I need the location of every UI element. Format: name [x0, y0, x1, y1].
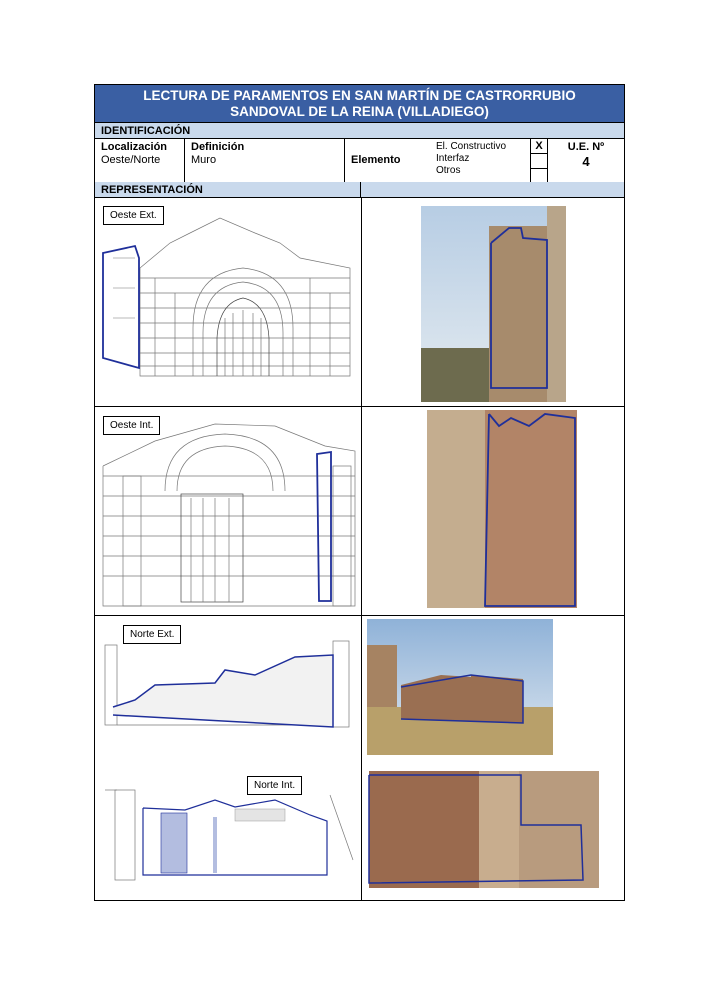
- checkbox-el-constructivo[interactable]: [531, 139, 547, 154]
- norte-photos: [361, 615, 624, 901]
- definicion-cell: [185, 139, 345, 182]
- checkbox-interfaz[interactable]: [531, 154, 547, 169]
- norte-elevations: [95, 615, 361, 901]
- elemento-options: [430, 139, 530, 182]
- ue4-outline-oeste-int: [317, 452, 331, 601]
- photo-oeste-ext: [361, 198, 624, 406]
- title-line-1: LECTURA DE PARAMENTOS EN SAN MARTÍN DE CASTRORRUBIO: [143, 88, 576, 103]
- localizacion-cell: [95, 139, 185, 182]
- ue4-outline-norte-ext: [113, 655, 333, 727]
- checkbox-otros[interactable]: [531, 169, 547, 182]
- label-oeste-ext: Oeste Ext.: [103, 206, 164, 225]
- oeste-ext-photo: [361, 198, 624, 406]
- ue-cell: [548, 139, 624, 182]
- label-oeste-int: Oeste Int.: [103, 416, 160, 435]
- definicion-value: Muro: [191, 154, 217, 166]
- localizacion-value: Oeste/Norte: [101, 154, 161, 166]
- identificacion-header: IDENTIFICACIÓN: [95, 123, 624, 139]
- checkbox-mark: X: [535, 140, 543, 152]
- photo-oeste-int: [361, 406, 624, 615]
- option-interfaz: Interfaz: [436, 153, 470, 164]
- localizacion-label: Localización: [101, 141, 168, 153]
- representacion-header: REPRESENTACIÓN: [95, 182, 361, 198]
- label-norte-int: Norte Int.: [247, 776, 302, 795]
- title-line-2: SANDOVAL DE LA REINA (VILLADIEGO): [230, 104, 489, 119]
- drawing-oeste-ext: [95, 198, 361, 406]
- representacion-header-right: [361, 182, 624, 198]
- option-el-constructivo: El. Constructivo: [436, 141, 507, 152]
- photo-norte: [361, 615, 624, 901]
- drawing-oeste-int: [95, 406, 361, 615]
- oeste-int-elevation: [95, 406, 361, 615]
- sheet-title: [95, 85, 624, 123]
- definicion-label: Definición: [191, 141, 245, 153]
- checkbox-column: [530, 139, 548, 182]
- record-sheet: [94, 84, 625, 901]
- ue4-outline-oeste-ext: [103, 246, 139, 368]
- oeste-int-photo: [361, 406, 624, 615]
- elemento-label: Elemento: [351, 154, 401, 166]
- drawing-norte: [95, 615, 361, 901]
- oeste-ext-elevation: [95, 198, 361, 406]
- elemento-cell: [345, 139, 430, 182]
- option-otros: Otros: [436, 165, 461, 176]
- ue-label: U.E. Nº: [567, 141, 605, 153]
- ue-value: 4: [582, 154, 590, 169]
- label-norte-ext: Norte Ext.: [123, 625, 181, 644]
